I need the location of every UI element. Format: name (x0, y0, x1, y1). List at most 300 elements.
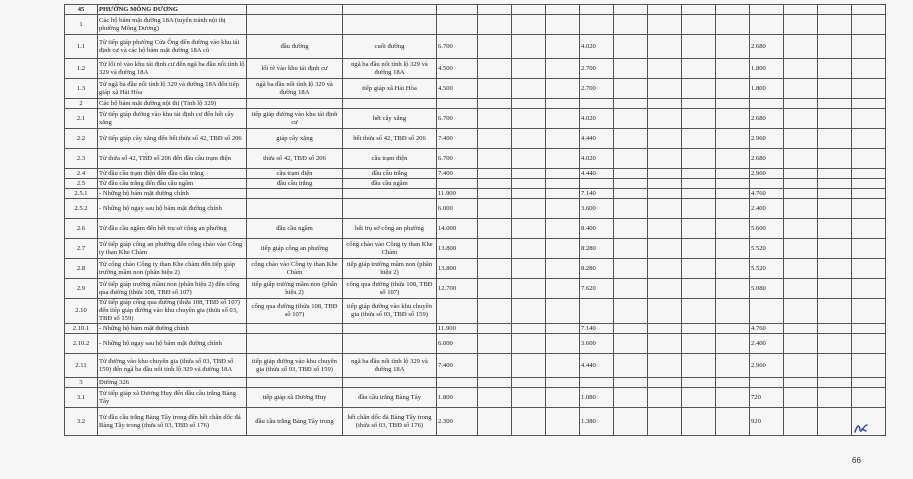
cell-from (247, 99, 343, 109)
cell-empty (682, 408, 716, 436)
cell-empty (648, 189, 682, 199)
cell-to (343, 324, 437, 334)
cell-v2 (580, 99, 614, 109)
cell-v2: 4.020 (580, 149, 614, 169)
cell-to: ngã ba đầu nối tỉnh lộ 329 và đường 18A (343, 59, 437, 79)
cell-empty (614, 378, 648, 388)
cell-empty (784, 35, 818, 59)
cell-empty (648, 388, 682, 408)
cell-to: tiếp giáp trường mầm non (phân hiệu 2) (343, 259, 437, 279)
cell-empty (648, 239, 682, 259)
cell-empty (512, 299, 546, 324)
cell-v3 (750, 5, 784, 15)
cell-v2 (580, 299, 614, 324)
cell-name: Từ đường vào khu chuyên gia (thửa số 03, TBĐ số 159) đến ngã ba đầu nối tỉnh lộ 329 và đường 18A (98, 354, 247, 378)
cell-v1: 1.800 (437, 388, 478, 408)
cell-empty (716, 334, 750, 354)
cell-v1: 6.700 (437, 35, 478, 59)
cell-name: PHƯỜNG MÔNG DƯƠNG (98, 5, 247, 15)
cell-empty (818, 149, 852, 169)
table-row (65, 324, 886, 334)
cell-to (343, 15, 437, 35)
cell-empty (852, 299, 886, 324)
table-row (65, 388, 886, 408)
cell-empty (852, 259, 886, 279)
cell-v2: 2.700 (580, 59, 614, 79)
cell-v2: 1.380 (580, 408, 614, 436)
cell-empty (546, 109, 580, 129)
cell-to (343, 378, 437, 388)
cell-from: đầu cầu trắng (247, 179, 343, 189)
cell-empty (546, 15, 580, 35)
cell-v1: 11.900 (437, 324, 478, 334)
cell-v2: 8.400 (580, 219, 614, 239)
cell-empty (512, 99, 546, 109)
cell-empty (512, 169, 546, 179)
cell-to (343, 189, 437, 199)
cell-v3: 5.520 (750, 239, 784, 259)
cell-from: tiếp giáp đường vào khu chuyên gia (thửa số 03, TBĐ số 159) (247, 354, 343, 378)
cell-from: tiếp giáp đường vào khu tái định cư (247, 109, 343, 129)
cell-name: - Những hộ ngay sau hộ bám mặt đường chính (98, 199, 247, 219)
cell-name: Từ tiếp giáp xã Dương Huy đến đầu cầu trắng Bàng Tây (98, 388, 247, 408)
cell-empty (614, 15, 648, 35)
cell-empty (512, 324, 546, 334)
cell-empty (682, 219, 716, 239)
cell-stt: 2.10.1 (65, 324, 98, 334)
cell-empty (614, 5, 648, 15)
cell-from: đầu cầu ngầm (247, 219, 343, 239)
cell-empty (852, 109, 886, 129)
cell-v3: 5.520 (750, 259, 784, 279)
cell-empty (478, 378, 512, 388)
cell-empty (682, 179, 716, 189)
cell-empty (818, 388, 852, 408)
cell-empty (512, 199, 546, 219)
cell-empty (648, 149, 682, 169)
cell-empty (852, 219, 886, 239)
cell-empty (614, 109, 648, 129)
cell-empty (614, 408, 648, 436)
cell-empty (478, 59, 512, 79)
cell-empty (478, 15, 512, 35)
cell-v2: 8.280 (580, 259, 614, 279)
cell-empty (682, 199, 716, 219)
cell-v1 (437, 378, 478, 388)
table-row (65, 129, 886, 149)
cell-empty (784, 324, 818, 334)
cell-empty (784, 239, 818, 259)
cell-empty (716, 189, 750, 199)
cell-stt: 1 (65, 15, 98, 35)
cell-empty (716, 324, 750, 334)
cell-empty (546, 199, 580, 219)
cell-empty (512, 334, 546, 354)
cell-empty (512, 79, 546, 99)
cell-v1: 6.700 (437, 109, 478, 129)
cell-empty (852, 324, 886, 334)
land-price-table (64, 4, 886, 436)
cell-empty (784, 279, 818, 299)
cell-from: cầu trạm điện (247, 169, 343, 179)
cell-empty (716, 199, 750, 219)
cell-empty (478, 219, 512, 239)
cell-stt: 45 (65, 5, 98, 15)
cell-v2: 1.080 (580, 388, 614, 408)
cell-stt: 2.10 (65, 299, 98, 324)
cell-v1: 4.500 (437, 79, 478, 99)
table-row (65, 239, 886, 259)
cell-from: ngã ba đầu nối tỉnh lộ 329 và đường 18A (247, 79, 343, 99)
cell-empty (682, 279, 716, 299)
cell-empty (648, 179, 682, 189)
cell-empty (682, 15, 716, 35)
table-row (65, 59, 886, 79)
cell-empty (546, 259, 580, 279)
table-row (65, 259, 886, 279)
cell-empty (682, 129, 716, 149)
cell-empty (614, 239, 648, 259)
cell-empty (512, 279, 546, 299)
cell-empty (512, 109, 546, 129)
cell-empty (682, 299, 716, 324)
cell-empty (818, 5, 852, 15)
cell-empty (716, 279, 750, 299)
cell-empty (852, 239, 886, 259)
cell-empty (614, 169, 648, 179)
cell-from: giáp cây xăng (247, 129, 343, 149)
table-row (65, 199, 886, 219)
cell-v1 (437, 15, 478, 35)
cell-empty (648, 199, 682, 219)
cell-empty (784, 59, 818, 79)
cell-v3: 2.680 (750, 109, 784, 129)
cell-v2: 2.700 (580, 79, 614, 99)
cell-empty (478, 169, 512, 179)
table-row (65, 219, 886, 239)
cell-v3: 5.600 (750, 219, 784, 239)
cell-name: Từ tiếp giáp phường Cửa Ông đến đường vào khu tái định cư và các hộ bám mặt đường 18A cũ (98, 35, 247, 59)
cell-stt: 2.7 (65, 239, 98, 259)
cell-to (343, 5, 437, 15)
cell-empty (478, 79, 512, 99)
cell-stt: 3.2 (65, 408, 98, 436)
cell-to: hết thửa số 42, TBĐ số 206 (343, 129, 437, 149)
cell-v2: 7.140 (580, 189, 614, 199)
cell-empty (512, 15, 546, 35)
cell-empty (478, 239, 512, 259)
table-row (65, 408, 886, 436)
cell-empty (512, 59, 546, 79)
cell-empty (716, 59, 750, 79)
cell-empty (852, 279, 886, 299)
cell-empty (478, 189, 512, 199)
cell-empty (716, 5, 750, 15)
cell-name: Các hộ bám mặt đường 18A (tuyến tránh nội thị phường Mông Dương) (98, 15, 247, 35)
cell-empty (682, 169, 716, 179)
cell-empty (546, 79, 580, 99)
cell-v2: 4.440 (580, 354, 614, 378)
cell-to: đầu cầu trắng (343, 169, 437, 179)
cell-empty (648, 109, 682, 129)
cell-empty (546, 324, 580, 334)
cell-empty (512, 378, 546, 388)
cell-name: Từ đầu cầu ngầm đến hết trụ sở công an phường (98, 219, 247, 239)
cell-to: cổng chào vào Công ty than Khe Chàm (343, 239, 437, 259)
cell-empty (818, 35, 852, 59)
cell-empty (614, 149, 648, 169)
cell-empty (818, 179, 852, 189)
cell-stt: 2.10.2 (65, 334, 98, 354)
cell-from (247, 334, 343, 354)
cell-name: Từ đầu cầu trạm điện đến đầu cầu trắng (98, 169, 247, 179)
cell-empty (546, 59, 580, 79)
cell-stt: 2.5.2 (65, 199, 98, 219)
cell-to: hết chân dốc đá Bàng Tây trong (thửa số 03, TBĐ số 176) (343, 408, 437, 436)
cell-empty (648, 79, 682, 99)
cell-empty (852, 179, 886, 189)
cell-from: tiếp giáp công an phường (247, 239, 343, 259)
cell-name: Từ tiếp giáp cống qua đường (thửa 108, TBĐ số 107) đến tiếp giáp đường vào khu chuyên gia (thửa số 03, TBĐ số 159) (98, 299, 247, 324)
cell-empty (784, 378, 818, 388)
cell-empty (512, 259, 546, 279)
cell-empty (818, 279, 852, 299)
table-row (65, 15, 886, 35)
cell-from (247, 378, 343, 388)
cell-name: Từ tiếp giáp trường mầm non (phân hiệu 2) đến cống qua đường (thửa 108, TBĐ số 107) (98, 279, 247, 299)
cell-empty (512, 129, 546, 149)
cell-stt: 3 (65, 378, 98, 388)
cell-empty (614, 299, 648, 324)
cell-empty (546, 99, 580, 109)
cell-empty (614, 199, 648, 219)
cell-v3: 720 (750, 388, 784, 408)
cell-empty (716, 35, 750, 59)
cell-empty (614, 219, 648, 239)
cell-v2: 3.600 (580, 334, 614, 354)
cell-empty (512, 354, 546, 378)
cell-empty (716, 408, 750, 436)
cell-stt: 2.9 (65, 279, 98, 299)
cell-empty (818, 189, 852, 199)
cell-v3 (750, 378, 784, 388)
cell-name: Từ tiếp giáp đường vào khu tái định cư đến hết cây xăng (98, 109, 247, 129)
cell-empty (614, 35, 648, 59)
cell-empty (852, 79, 886, 99)
cell-to: hết cây xăng (343, 109, 437, 129)
cell-to: tiếp giáp đường vào khu chuyên gia (thửa số 03, TBĐ số 159) (343, 299, 437, 324)
cell-empty (784, 99, 818, 109)
cell-v1: 2.300 (437, 408, 478, 436)
cell-empty (818, 129, 852, 149)
cell-empty (784, 354, 818, 378)
table-row (65, 99, 886, 109)
table-row (65, 179, 886, 189)
table-row (65, 378, 886, 388)
cell-empty (478, 5, 512, 15)
cell-from (247, 324, 343, 334)
cell-empty (716, 299, 750, 324)
cell-to: cống qua đường (thửa 108, TBĐ số 107) (343, 279, 437, 299)
cell-empty (682, 35, 716, 59)
table-row (65, 109, 886, 129)
cell-empty (546, 189, 580, 199)
cell-empty (716, 149, 750, 169)
cell-empty (614, 354, 648, 378)
cell-empty (784, 15, 818, 35)
cell-empty (478, 279, 512, 299)
cell-empty (478, 299, 512, 324)
cell-v2: 3.600 (580, 199, 614, 219)
cell-v1: 14.000 (437, 219, 478, 239)
cell-v1: 6.700 (437, 149, 478, 169)
cell-stt: 2.5 (65, 179, 98, 189)
cell-v3: 2.680 (750, 149, 784, 169)
cell-empty (716, 388, 750, 408)
cell-to: ngã ba đầu nối tỉnh lộ 329 và đường 18A (343, 354, 437, 378)
cell-name: Từ lối rẽ vào khu tái định cư đến ngã ba đầu nối tỉnh lộ 329 và đường 18A (98, 59, 247, 79)
cell-empty (478, 388, 512, 408)
cell-empty (546, 179, 580, 189)
cell-empty (716, 129, 750, 149)
cell-empty (512, 219, 546, 239)
cell-stt: 2.4 (65, 169, 98, 179)
cell-empty (682, 99, 716, 109)
cell-name: Từ tiếp giáp công an phường đến cổng chào vào Công ty than Khe Chàm (98, 239, 247, 259)
cell-empty (546, 279, 580, 299)
cell-empty (682, 59, 716, 79)
cell-empty (716, 15, 750, 35)
cell-empty (852, 5, 886, 15)
cell-empty (682, 388, 716, 408)
cell-empty (784, 219, 818, 239)
cell-v3: 2.680 (750, 35, 784, 59)
cell-v2 (580, 179, 614, 189)
cell-empty (512, 5, 546, 15)
cell-empty (818, 109, 852, 129)
cell-empty (512, 388, 546, 408)
cell-empty (784, 149, 818, 169)
cell-empty (512, 179, 546, 189)
table-row (65, 169, 886, 179)
cell-name: Từ đầu cầu trắng đến đầu cầu ngầm (98, 179, 247, 189)
cell-name: Các hộ bám mặt đường nội thị (Tỉnh lộ 329) (98, 99, 247, 109)
cell-to: cầu trạm điện (343, 149, 437, 169)
cell-empty (716, 79, 750, 99)
cell-v3 (750, 99, 784, 109)
cell-v1 (437, 179, 478, 189)
cell-empty (784, 169, 818, 179)
cell-stt: 1.2 (65, 59, 98, 79)
cell-empty (716, 179, 750, 189)
cell-empty (716, 109, 750, 129)
cell-v1: 6.000 (437, 334, 478, 354)
cell-empty (818, 199, 852, 219)
cell-v1 (437, 299, 478, 324)
cell-v2 (580, 15, 614, 35)
cell-stt: 2.11 (65, 354, 98, 378)
cell-empty (716, 259, 750, 279)
cell-empty (546, 354, 580, 378)
cell-empty (648, 99, 682, 109)
cell-name: - Những hộ ngay sau hộ bám mặt đường chính (98, 334, 247, 354)
cell-v3: 4.760 (750, 324, 784, 334)
cell-from (247, 15, 343, 35)
cell-empty (784, 109, 818, 129)
cell-empty (648, 15, 682, 35)
cell-empty (648, 279, 682, 299)
cell-stt: 2 (65, 99, 98, 109)
cell-empty (852, 334, 886, 354)
table-row (65, 189, 886, 199)
cell-from: tiếp giáp trường mầm non (phân hiệu 2) (247, 279, 343, 299)
cell-empty (648, 354, 682, 378)
cell-empty (784, 259, 818, 279)
cell-empty (784, 408, 818, 436)
table-row (65, 299, 886, 324)
cell-empty (682, 354, 716, 378)
cell-v2 (580, 5, 614, 15)
cell-to: hết trụ sở công an phường (343, 219, 437, 239)
cell-empty (648, 59, 682, 79)
cell-to (343, 99, 437, 109)
cell-empty (818, 334, 852, 354)
cell-empty (716, 169, 750, 179)
cell-empty (784, 5, 818, 15)
cell-empty (818, 15, 852, 35)
cell-v3: 4.760 (750, 189, 784, 199)
cell-empty (818, 59, 852, 79)
cell-empty (546, 378, 580, 388)
cell-to (343, 199, 437, 219)
cell-from (247, 189, 343, 199)
cell-empty (818, 79, 852, 99)
cell-empty (818, 354, 852, 378)
cell-empty (784, 299, 818, 324)
cell-empty (648, 408, 682, 436)
cell-name: - Những hộ bám mặt đường chính (98, 324, 247, 334)
cell-empty (716, 239, 750, 259)
cell-v3: 2.960 (750, 354, 784, 378)
cell-empty (614, 59, 648, 79)
cell-stt: 2.3 (65, 149, 98, 169)
cell-empty (478, 259, 512, 279)
cell-empty (852, 149, 886, 169)
cell-v3: 1.800 (750, 59, 784, 79)
cell-empty (546, 408, 580, 436)
cell-empty (478, 149, 512, 169)
cell-empty (478, 179, 512, 189)
cell-empty (852, 59, 886, 79)
cell-empty (478, 334, 512, 354)
cell-v2: 4.020 (580, 109, 614, 129)
cell-v2: 4.440 (580, 129, 614, 149)
cell-from: đầu cầu trắng Bàng Tây trong (247, 408, 343, 436)
page-number: 66 (852, 456, 861, 465)
cell-empty (512, 408, 546, 436)
cell-v1: 12.700 (437, 279, 478, 299)
cell-v1: 6.000 (437, 199, 478, 219)
cell-v1: 13.800 (437, 259, 478, 279)
table-row (65, 5, 886, 15)
cell-name: - Những hộ bám mặt đường chính (98, 189, 247, 199)
cell-stt: 3.1 (65, 388, 98, 408)
cell-v1: 7.400 (437, 129, 478, 149)
cell-empty (784, 79, 818, 99)
cell-name: Từ đầu cầu trắng Bàng Tây trong đến hết chân dốc đá Bàng Tây trong (thửa số 03, TBĐ số 176) (98, 408, 247, 436)
cell-empty (852, 189, 886, 199)
cell-v2: 4.440 (580, 169, 614, 179)
